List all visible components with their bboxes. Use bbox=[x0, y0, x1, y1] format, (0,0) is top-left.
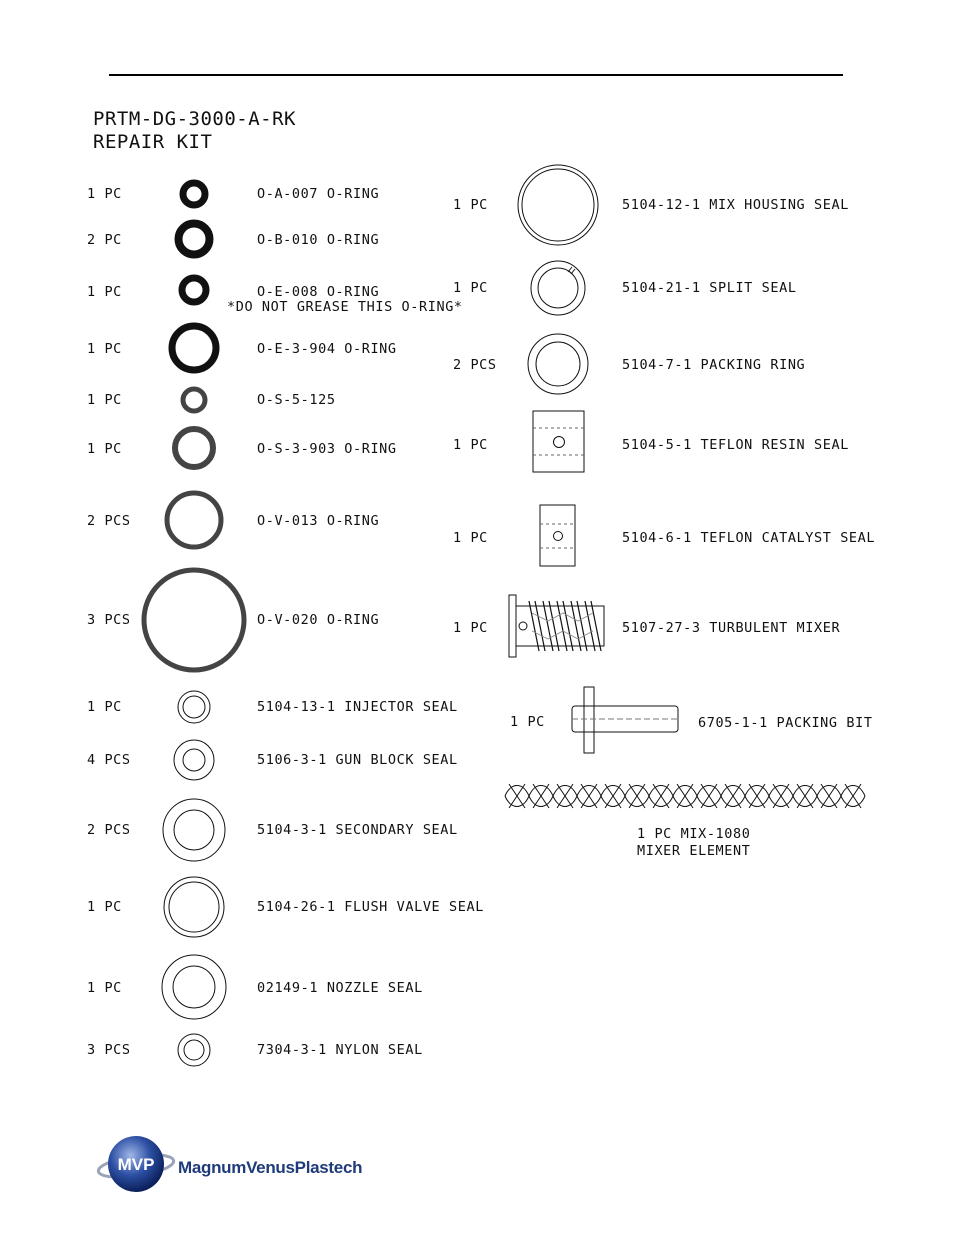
split-seal-icon bbox=[528, 258, 588, 318]
item-description: O-E-008 O-RING bbox=[257, 284, 380, 300]
seal-icon bbox=[171, 737, 217, 783]
oring-icon bbox=[167, 421, 221, 475]
item-description: O-S-5-125 bbox=[257, 392, 336, 408]
seal-icon bbox=[174, 687, 214, 727]
mixer-element-segment bbox=[673, 784, 697, 808]
item-qty: 1 PC bbox=[453, 197, 488, 213]
mixer-element-segment bbox=[625, 784, 649, 808]
kit-part-number: PRTM-DG-3000-A-RK bbox=[93, 108, 296, 130]
item-description: 5104-3-1 SECONDARY SEAL bbox=[257, 822, 458, 838]
item-description: 5104-13-1 INJECTOR SEAL bbox=[257, 699, 458, 715]
item-qty: 1 PC bbox=[87, 186, 122, 202]
item-qty: 1 PC bbox=[453, 620, 488, 636]
item-description: 5106-3-1 GUN BLOCK SEAL bbox=[257, 752, 458, 768]
item-qty: 2 PC bbox=[87, 232, 122, 248]
item-description: 02149-1 NOZZLE SEAL bbox=[257, 980, 423, 996]
item-description: 6705-1-1 PACKING BIT bbox=[698, 715, 873, 731]
item-description: O-S-3-903 O-RING bbox=[257, 441, 397, 457]
item-qty: 3 PCS bbox=[87, 1042, 131, 1058]
mix-housing-seal-icon bbox=[516, 164, 600, 248]
mixer-element-segment bbox=[769, 784, 793, 808]
mixer-element-name: MIXER ELEMENT bbox=[637, 843, 751, 859]
mixer-element-segment bbox=[721, 784, 745, 808]
item-description: O-B-010 O-RING bbox=[257, 232, 380, 248]
seal-icon bbox=[161, 874, 227, 940]
oring-icon bbox=[160, 486, 228, 554]
mixer-element-segment bbox=[841, 784, 865, 808]
item-qty: 1 PC bbox=[87, 284, 122, 300]
mixer-element-segment bbox=[793, 784, 817, 808]
mixer-element-icon bbox=[503, 778, 875, 814]
mixer-element-segment bbox=[553, 784, 577, 808]
header-rule bbox=[109, 74, 843, 76]
item-description: 5104-26-1 FLUSH VALVE SEAL bbox=[257, 899, 484, 915]
item-qty: 2 PCS bbox=[87, 822, 131, 838]
oring-icon bbox=[172, 172, 216, 216]
mixer-element-qty-part: 1 PC MIX-1080 bbox=[637, 826, 751, 842]
mixer-element-segment bbox=[529, 784, 553, 808]
item-qty: 1 PC bbox=[453, 280, 488, 296]
mixer-element-segment bbox=[649, 784, 673, 808]
item-qty: 1 PC bbox=[87, 980, 122, 996]
mixer-element-segment bbox=[577, 784, 601, 808]
item-qty: 3 PCS bbox=[87, 612, 131, 628]
item-qty: 1 PC bbox=[510, 714, 545, 730]
oring-icon bbox=[172, 268, 216, 312]
logo-badge: MVP bbox=[117, 1155, 155, 1174]
seal-icon bbox=[159, 952, 229, 1022]
teflon-catalyst-seal-icon bbox=[539, 504, 577, 568]
item-qty: 1 PC bbox=[87, 341, 122, 357]
item-qty: 1 PC bbox=[87, 392, 122, 408]
mixer-element-segment bbox=[745, 784, 769, 808]
item-description: O-E-3-904 O-RING bbox=[257, 341, 397, 357]
oring-icon bbox=[169, 214, 219, 264]
packing-bit-icon bbox=[568, 685, 682, 755]
oring-icon bbox=[176, 382, 212, 418]
item-description: 5104-6-1 TEFLON CATALYST SEAL bbox=[622, 530, 876, 546]
item-qty: 1 PC bbox=[453, 530, 488, 546]
turbulent-mixer-icon bbox=[505, 593, 609, 659]
item-qty: 1 PC bbox=[87, 441, 122, 457]
item-description: 7304-3-1 NYLON SEAL bbox=[257, 1042, 423, 1058]
mixer-element-segment bbox=[505, 784, 529, 808]
seal-icon bbox=[160, 796, 228, 864]
company-name: MagnumVenusPlastech bbox=[178, 1158, 363, 1177]
mixer-element-segment bbox=[697, 784, 721, 808]
item-description: 5107-27-3 TURBULENT MIXER bbox=[622, 620, 841, 636]
item-qty: 1 PC bbox=[453, 437, 488, 453]
packing-ring-icon bbox=[526, 332, 590, 396]
item-description: 5104-5-1 TEFLON RESIN SEAL bbox=[622, 437, 849, 453]
seal-icon bbox=[175, 1031, 213, 1069]
item-qty: 2 PCS bbox=[453, 357, 497, 373]
mixer-element-segment bbox=[601, 784, 625, 808]
mixer-element-segment bbox=[817, 784, 841, 808]
item-description: 5104-7-1 PACKING RING bbox=[622, 357, 806, 373]
item-description: 5104-12-1 MIX HOUSING SEAL bbox=[622, 197, 849, 213]
item-qty: 2 PCS bbox=[87, 513, 131, 529]
oring-icon bbox=[164, 318, 224, 378]
item-qty: 1 PC bbox=[87, 699, 122, 715]
item-description: O-A-007 O-RING bbox=[257, 186, 380, 202]
item-qty: 1 PC bbox=[87, 899, 122, 915]
item-description: 5104-21-1 SPLIT SEAL bbox=[622, 280, 797, 296]
grease-warning-note: *DO NOT GREASE THIS O-RING* bbox=[227, 299, 463, 315]
kit-title: REPAIR KIT bbox=[93, 131, 213, 153]
item-description: O-V-020 O-RING bbox=[257, 612, 380, 628]
item-description: O-V-013 O-RING bbox=[257, 513, 380, 529]
teflon-resin-seal-icon bbox=[532, 410, 586, 474]
item-qty: 4 PCS bbox=[87, 752, 131, 768]
oring-icon bbox=[138, 564, 250, 676]
